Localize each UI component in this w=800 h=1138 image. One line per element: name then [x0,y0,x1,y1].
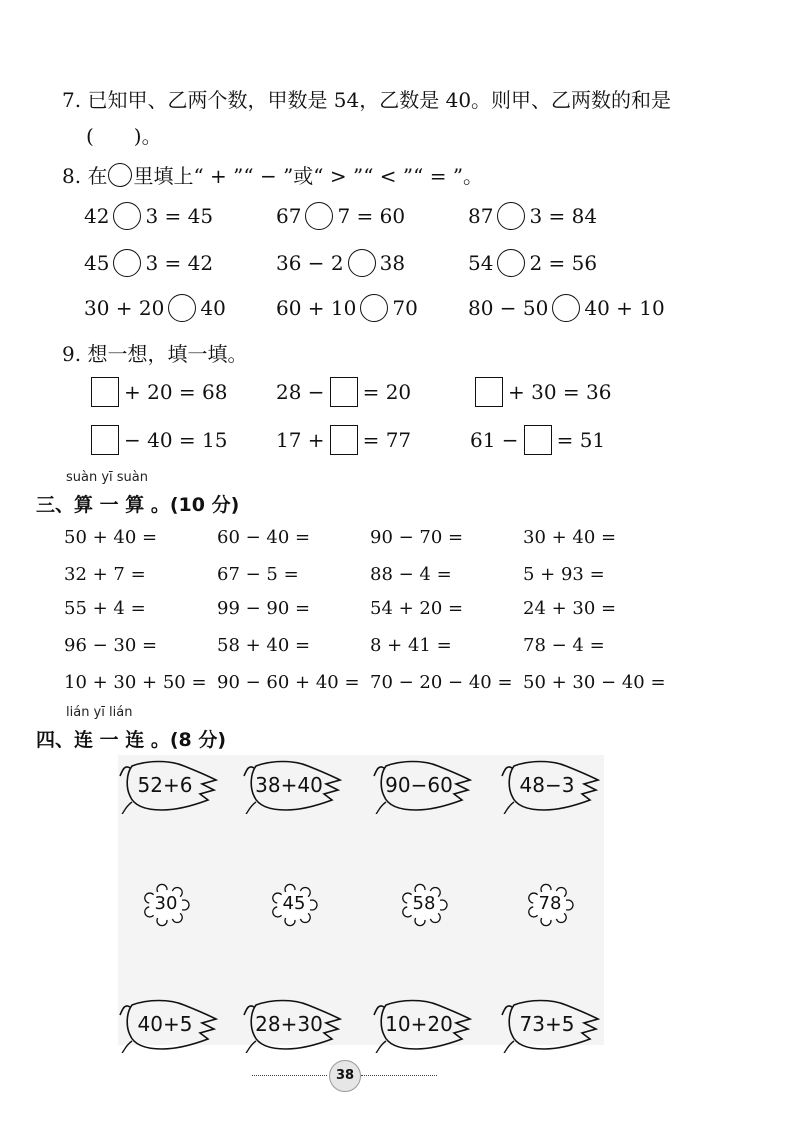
leaf-expression[interactable]: 10+20 [385,1012,453,1036]
q8-right: 3 = 42 [145,251,214,275]
q9-right: + 20 = 68 [124,380,228,404]
q8-right: 7 = 60 [337,204,406,228]
q9-title: 9. 想一想，填一填。 [62,342,248,366]
q9-expression [470,425,605,455]
calc-expression: 10 + 30 + 50 = [64,672,207,693]
q9-right: = 77 [362,428,412,452]
footer-dots-right [361,1075,437,1076]
q9-left: 17 + [276,428,325,452]
q8-right: 40 [200,296,226,320]
calc-expression: 70 − 20 − 40 = [370,672,513,693]
calc-expression: 90 − 70 = [370,527,464,548]
answer-circle-input[interactable] [113,249,141,277]
answer-box-input[interactable] [330,377,358,407]
q8-right: 38 [379,251,406,275]
calc-expression: 90 − 60 + 40 = [217,672,360,693]
leaf-expression[interactable]: 40+5 [137,1012,193,1036]
calc-expression: 32 + 7 = [64,564,146,585]
calc-expression: 55 + 4 = [64,598,146,619]
q8-right: 40 + 10 [584,296,665,320]
q9-right: − 40 = 15 [124,428,228,452]
section4-title: 四、连 一 连 。(8 分) [36,729,227,751]
q8-left: 60 + 10 [276,296,357,320]
q8-left: 30 + 20 [84,296,165,320]
q8-suffix: 里填上“ + ”“ − ”或“ > ”“ < ”“ = ”。 [133,164,484,188]
answer-box-input[interactable] [475,377,503,407]
calc-expression: 78 − 4 = [523,635,605,656]
calc-expression: 99 − 90 = [217,598,311,619]
q8-expression [84,202,213,230]
answer-box-input[interactable] [524,425,552,455]
calc-expression: 50 + 30 − 40 = [523,672,666,693]
q9-expression [276,425,411,455]
calc-expression: 58 + 40 = [217,635,311,656]
leaf-expression[interactable]: 28+30 [255,1012,323,1036]
section3-pinyin: suàn yī suàn [66,470,149,485]
q8-expression [468,294,665,322]
answer-circle-input[interactable] [113,202,141,230]
answer-circle-input[interactable] [168,294,196,322]
answer-circle-input[interactable] [497,202,525,230]
circle-icon [108,163,132,187]
flower-number[interactable]: 58 [412,893,436,914]
q8-title [62,160,483,189]
flower-number[interactable]: 78 [538,893,562,914]
q8-left: 87 [468,204,494,228]
q8-left: 36 − 2 [276,251,344,275]
answer-box-input[interactable] [91,425,119,455]
q8-expression [276,202,405,230]
q9-left: 28 − [276,380,325,404]
q9-right: = 20 [362,380,412,404]
leaf-expression[interactable]: 38+40 [255,773,323,797]
q8-prefix: 8. 在 [62,164,108,188]
leaf-expression[interactable]: 73+5 [519,1012,575,1036]
answer-circle-input[interactable] [360,294,388,322]
leaf-expression[interactable]: 52+6 [137,773,193,797]
q8-expression [468,249,597,277]
flower-number[interactable]: 30 [154,893,178,914]
q8-expression [84,294,226,322]
answer-circle-input[interactable] [497,249,525,277]
q8-left: 45 [84,251,110,275]
q8-right: 70 [392,296,418,320]
q8-left: 80 − 50 [468,296,549,320]
calc-expression: 54 + 20 = [370,598,464,619]
q7-line1: 7. 已知甲、乙两个数，甲数是 54，乙数是 40。则甲、乙两数的和是 [62,88,672,112]
q8-right: 3 = 84 [529,204,598,228]
q9-expression [86,425,228,455]
answer-box-input[interactable] [330,425,358,455]
calc-expression: 67 − 5 = [217,564,299,585]
footer-dots-left [252,1075,327,1076]
q9-right: = 51 [556,428,606,452]
calc-expression: 8 + 41 = [370,635,452,656]
q9-expression [276,377,411,407]
leaf-expression[interactable]: 48−3 [519,773,575,797]
calc-expression: 88 − 4 = [370,564,452,585]
calc-expression: 24 + 30 = [523,598,617,619]
q8-left: 54 [468,251,494,275]
section3-title: 三、算 一 算 。(10 分) [36,494,240,516]
q8-right: 3 = 45 [145,204,214,228]
q8-expression [276,294,418,322]
answer-box-input[interactable] [91,377,119,407]
q9-left: 61 − [470,428,519,452]
q8-expression [84,249,213,277]
q9-expression [86,377,228,407]
q7-answer-blank[interactable]: ( )。 [86,124,162,148]
flower-number[interactable]: 45 [282,893,306,914]
answer-circle-input[interactable] [552,294,580,322]
q8-left: 67 [276,204,302,228]
calc-expression: 96 − 30 = [64,635,158,656]
answer-circle-input[interactable] [348,249,376,277]
q9-expression [470,377,612,407]
q8-left: 42 [84,204,110,228]
section4-pinyin: lián yī lián [66,705,133,720]
q9-right: + 30 = 36 [508,380,612,404]
calc-expression: 60 − 40 = [217,527,311,548]
q8-expression [276,249,405,277]
q8-right: 2 = 56 [529,251,598,275]
q8-expression [468,202,597,230]
leaf-expression[interactable]: 90−60 [385,773,453,797]
page-number: 38 [329,1060,361,1092]
calc-expression: 5 + 93 = [523,564,605,585]
calc-expression: 30 + 40 = [523,527,617,548]
calc-expression: 50 + 40 = [64,527,158,548]
answer-circle-input[interactable] [305,202,333,230]
